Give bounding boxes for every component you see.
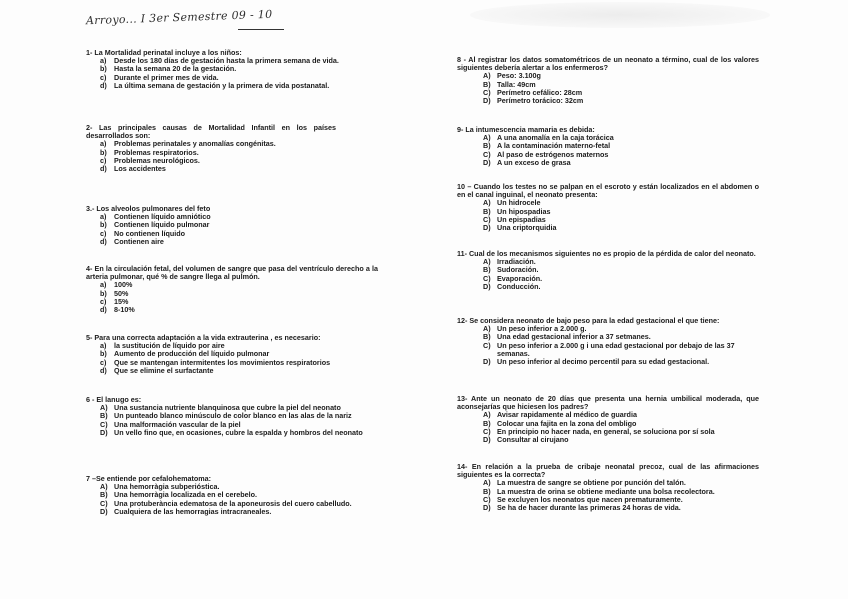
option-text: Los accidentes bbox=[114, 164, 166, 174]
option-label: b) bbox=[100, 288, 107, 298]
question-11 bbox=[457, 250, 759, 291]
option-label: d) bbox=[100, 305, 107, 315]
option-label: A) bbox=[483, 198, 491, 208]
option-label: c) bbox=[100, 228, 107, 238]
option-text: Un peso inferior a 2.000 g i una edad gestacional por debajo de las 37 semanas. bbox=[497, 340, 735, 358]
option-label: d) bbox=[100, 236, 107, 246]
option-d bbox=[86, 238, 346, 246]
option-d bbox=[457, 283, 759, 291]
option-text: Se ha de hacer durante las primeras 24 horas de vida. bbox=[497, 503, 681, 513]
option-label: a) bbox=[100, 280, 107, 290]
option-label: a) bbox=[100, 341, 107, 351]
option-text: A un exceso de grasa bbox=[497, 157, 571, 167]
option-label: c) bbox=[100, 72, 107, 82]
handwritten-header: Arroyo... I 3er Semestre 09 - 10 bbox=[85, 7, 273, 28]
option-d bbox=[86, 306, 378, 314]
option-label: D) bbox=[483, 435, 491, 445]
option-text: Problemas neurológicos. bbox=[114, 155, 200, 165]
option-text: A la contaminación materno-fetal bbox=[497, 141, 611, 151]
option-text: Al paso de estrógenos maternos bbox=[497, 149, 609, 159]
option-label: b) bbox=[100, 147, 107, 157]
option-text: Evaporación. bbox=[497, 273, 543, 283]
option-text: Contienen líquido pulmonar bbox=[114, 220, 210, 230]
option-text: Un hidrocele bbox=[497, 198, 541, 208]
option-text: Sudoración. bbox=[497, 265, 539, 275]
option-d bbox=[457, 224, 759, 232]
option-text: Perímetro torácico: 32cm bbox=[497, 96, 584, 106]
option-text: La muestra de orina se obtiene mediante una bolsa recolectora. bbox=[497, 486, 715, 496]
option-text: Cualquiera de las hemorragias intracraneales. bbox=[114, 506, 272, 516]
question-14 bbox=[457, 463, 759, 512]
option-d bbox=[86, 508, 382, 516]
option-d bbox=[457, 436, 759, 444]
option-text: Perímetro cefálico: 28cm bbox=[497, 87, 583, 97]
option-text: No contienen líquido bbox=[114, 228, 186, 238]
option-label: D) bbox=[483, 281, 491, 291]
question-stem: 11- Cual de los mecanismos siguientes no es propio de la pérdida de calor del neonato. bbox=[457, 249, 756, 258]
question-stem: 7 –Se entiende por cefalohematoma: bbox=[86, 474, 212, 483]
question-10 bbox=[457, 183, 759, 232]
question-4 bbox=[86, 265, 378, 314]
option-label: c) bbox=[100, 357, 107, 367]
question-stem: 2- Las principales causas de Mortalidad Infantil en los países desarrollados son: bbox=[86, 123, 336, 141]
option-text: 8-10% bbox=[114, 305, 135, 315]
option-text: Una criptorquidia bbox=[497, 223, 557, 233]
option-text: Un vello fino que, en ocasiones, cubre la espalda y hombros del neonato bbox=[114, 427, 363, 437]
question-5 bbox=[86, 334, 378, 375]
question-7 bbox=[86, 475, 382, 516]
question-stem: 12- Se considera neonato de bajo peso para la edad gestacional el que tiene: bbox=[457, 316, 720, 325]
option-label: d) bbox=[100, 80, 107, 90]
option-text: Consultar al cirujano bbox=[497, 435, 569, 445]
question-stem: 13- Ante un neonato de 20 días que presenta una hernia umbilical moderada, que aconsejarías que hiciesen los padres? bbox=[457, 394, 759, 412]
option-text: Una sustancia nutriente blanquinosa que cubre la piel del neonato bbox=[114, 403, 341, 413]
question-12 bbox=[457, 317, 759, 366]
question-stem: 1- La Mortalidad perinatal incluye a los niños: bbox=[86, 48, 242, 57]
option-text: Peso: 3.100g bbox=[497, 71, 541, 81]
option-label: B) bbox=[100, 490, 108, 500]
option-label: c) bbox=[100, 155, 107, 165]
option-label: A) bbox=[100, 403, 108, 413]
option-text: Avisar rapidamente al médico de guardia bbox=[497, 410, 637, 420]
option-text: 100% bbox=[114, 280, 133, 290]
option-text: Una edad gestacional inferior a 37 setmanes. bbox=[497, 332, 651, 342]
option-label: C) bbox=[483, 214, 491, 224]
option-label: a) bbox=[100, 212, 107, 222]
option-label: B) bbox=[483, 418, 491, 428]
option-d bbox=[457, 97, 759, 105]
option-label: D) bbox=[100, 427, 108, 437]
option-text: Un punteado blanco minúsculo de color blanco en las alas de la nariz bbox=[114, 411, 352, 421]
option-text: Hasta la semana 20 de la gestación. bbox=[114, 64, 237, 74]
option-label: A) bbox=[483, 133, 491, 143]
option-text: Desde los 180 días de gestación hasta la primera semana de vida. bbox=[114, 56, 339, 66]
question-8 bbox=[457, 56, 759, 105]
option-text: Contienen líquido amniótico bbox=[114, 212, 211, 222]
option-label: C) bbox=[483, 149, 491, 159]
option-d bbox=[86, 429, 382, 437]
option-label: D) bbox=[483, 96, 491, 106]
question-stem: 10 – Cuando los testes no se palpan en el escroto y están localizados en el abdomen o en el canal inguinal, el neonato presenta: bbox=[457, 182, 759, 200]
option-label: d) bbox=[100, 164, 107, 174]
option-label: C) bbox=[483, 426, 491, 436]
option-d bbox=[86, 82, 378, 90]
option-text: Un hipospadias bbox=[497, 206, 551, 216]
bleed-through-mark bbox=[470, 2, 770, 28]
option-label: B) bbox=[483, 79, 491, 89]
option-label: B) bbox=[483, 141, 491, 151]
option-d bbox=[86, 165, 336, 173]
option-label: b) bbox=[100, 64, 107, 74]
option-label: A) bbox=[483, 410, 491, 420]
option-label: d) bbox=[100, 365, 107, 375]
option-text: Un peso inferior al decimo percentil para su edad gestacional. bbox=[497, 357, 710, 367]
option-label: C) bbox=[483, 340, 491, 350]
option-d bbox=[457, 504, 759, 512]
question-1 bbox=[86, 49, 378, 90]
option-text: Una malformación vascular de la piel bbox=[114, 419, 241, 429]
option-text: Irradiación. bbox=[497, 257, 536, 267]
option-d bbox=[457, 159, 759, 167]
option-label: B) bbox=[100, 411, 108, 421]
option-b bbox=[86, 290, 378, 298]
option-label: a) bbox=[100, 139, 107, 149]
option-label: c) bbox=[100, 296, 107, 306]
option-c bbox=[457, 342, 759, 358]
question-stem: 9- La intumescencia mamaria es debida: bbox=[457, 125, 595, 134]
option-label: A) bbox=[483, 257, 491, 267]
option-label: b) bbox=[100, 349, 107, 359]
option-label: A) bbox=[483, 478, 491, 488]
question-3 bbox=[86, 205, 346, 246]
option-label: B) bbox=[483, 486, 491, 496]
question-stem: 4- En la circulación fetal, del volumen de sangre que pasa del ventrículo derecho a la arteria pulmonar, qué % de sangre llega al pulmón. bbox=[86, 264, 378, 282]
option-d bbox=[86, 367, 378, 375]
option-label: C) bbox=[100, 498, 108, 508]
option-text: Contienen aire bbox=[114, 236, 164, 246]
question-stem: 5- Para una correcta adaptación a la vida extrauterina , es necesario: bbox=[86, 333, 321, 342]
option-text: Una hemorràgia subperióstica. bbox=[114, 482, 220, 492]
option-label: D) bbox=[483, 223, 491, 233]
option-text: A una anomalía en la caja torácica bbox=[497, 133, 614, 143]
option-text: Un peso inferior a 2.000 g. bbox=[497, 324, 587, 334]
option-label: C) bbox=[483, 494, 491, 504]
header-underline bbox=[238, 29, 284, 30]
question-stem: 14- En relación a la prueba de cribaje neonatal precoz, cual de las afirmaciones siguientes es la correcta? bbox=[457, 462, 759, 480]
option-text: Un epispadias bbox=[497, 214, 546, 224]
option-text: 50% bbox=[114, 288, 129, 298]
question-2 bbox=[86, 124, 336, 173]
option-label: A) bbox=[100, 482, 108, 492]
option-text: Durante el primer mes de vida. bbox=[114, 72, 219, 82]
question-6 bbox=[86, 396, 382, 437]
option-text: En principio no hacer nada, en general, se soluciona por sí sola bbox=[497, 426, 715, 436]
option-label: D) bbox=[100, 506, 108, 516]
option-text: la sustitución de líquido por aire bbox=[114, 341, 225, 351]
option-text: La muestra de sangre se obtiene por punción del talón. bbox=[497, 478, 686, 488]
option-text: Aumento de producción del líquido pulmonar bbox=[114, 349, 270, 359]
question-stem: 8 - Al registrar los datos somatométricos de un neonato a término, cual de los valores siguientes debería alertar a los enfermeros? bbox=[457, 55, 759, 73]
option-label: C) bbox=[483, 87, 491, 97]
question-9 bbox=[457, 126, 759, 167]
option-label: A) bbox=[483, 71, 491, 81]
option-label: B) bbox=[483, 265, 491, 275]
option-label: B) bbox=[483, 206, 491, 216]
option-a bbox=[86, 281, 378, 289]
question-13 bbox=[457, 395, 759, 444]
option-text: Se excluyen los neonatos que nacen prematuramente. bbox=[497, 494, 683, 504]
option-label: b) bbox=[100, 220, 107, 230]
option-label: D) bbox=[483, 503, 491, 513]
option-label: B) bbox=[483, 332, 491, 342]
option-text: Que se elimine el surfactante bbox=[114, 365, 214, 375]
question-stem: 6 - El lanugo es: bbox=[86, 395, 142, 404]
option-label: C) bbox=[100, 419, 108, 429]
option-label: D) bbox=[483, 357, 491, 367]
option-text: Una protuberància edematosa de la aponeurosis del cuero cabelludo. bbox=[114, 498, 352, 508]
option-label: A) bbox=[483, 324, 491, 334]
option-text: Problemas respiratorios. bbox=[114, 147, 199, 157]
option-label: a) bbox=[100, 56, 107, 66]
option-d bbox=[457, 358, 759, 366]
option-text: La última semana de gestación y la primera de vida postanatal. bbox=[114, 80, 330, 90]
option-text: Colocar una fajita en la zona del ombligo bbox=[497, 418, 637, 428]
option-text: 15% bbox=[114, 296, 129, 306]
option-text: Conducción. bbox=[497, 281, 541, 291]
option-text: Una hemorràgia localizada en el cerebelo. bbox=[114, 490, 258, 500]
option-label: C) bbox=[483, 273, 491, 283]
question-stem: 3.- Los alveolos pulmonares del feto bbox=[86, 204, 211, 213]
option-text: Que se mantengan intermitentes los movimientos respiratorios bbox=[114, 357, 331, 367]
option-text: Talla: 49cm bbox=[497, 79, 536, 89]
option-text: Problemas perinatales y anomalías congénitas. bbox=[114, 139, 276, 149]
option-label: D) bbox=[483, 157, 491, 167]
